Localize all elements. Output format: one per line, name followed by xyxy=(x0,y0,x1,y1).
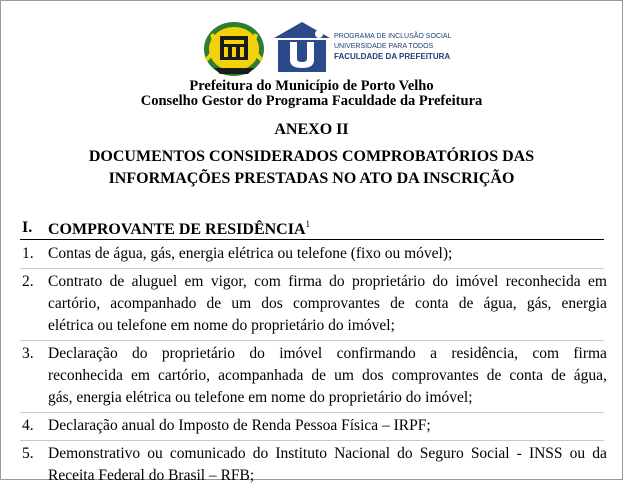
word: Contrato xyxy=(48,273,103,290)
list-item-line: Declaração anual do Imposto de Renda Pessoa Física – IRPF; xyxy=(48,417,431,434)
university-text xyxy=(334,32,454,62)
university-logo xyxy=(272,20,332,74)
word: do xyxy=(432,273,448,290)
word: água, xyxy=(573,367,607,384)
word: dos xyxy=(261,295,283,312)
word: de xyxy=(486,367,502,384)
word: de xyxy=(390,295,405,312)
word: de xyxy=(109,273,125,290)
word: acompanhado xyxy=(110,295,197,312)
section-title xyxy=(48,219,310,239)
word: do xyxy=(132,345,148,362)
section-title-text: COMPROVANTE DE RESIDÊNCIA xyxy=(48,221,306,238)
list-item-number: 4. xyxy=(22,417,34,434)
list-item-line xyxy=(48,365,607,387)
footnote-mark: 1 xyxy=(305,219,311,229)
word: comprovantes xyxy=(391,367,479,384)
annex-title: ANEXO II xyxy=(274,121,349,138)
word: água, xyxy=(483,295,517,312)
word: conta xyxy=(509,367,543,384)
word: reconhecida xyxy=(48,367,123,384)
word: imóvel xyxy=(455,273,499,290)
word: proprietário xyxy=(161,345,236,362)
word: gás, xyxy=(526,295,552,312)
word: em xyxy=(587,273,607,290)
header-line: Prefeitura do Município de Porto Velho xyxy=(189,78,434,94)
word: Social xyxy=(470,445,510,462)
document-title-line: DOCUMENTOS CONSIDERADOS COMPROBATÓRIOS DAS xyxy=(88,148,535,165)
list-item-line xyxy=(48,443,607,465)
word: comunicado xyxy=(169,445,246,462)
word: do xyxy=(249,345,265,362)
word: de xyxy=(458,295,474,312)
list-item-number: 2. xyxy=(22,273,34,290)
word: Seguro xyxy=(419,445,464,462)
word: reconhecida xyxy=(505,273,581,290)
divider xyxy=(20,412,604,413)
list-item-line: Contas de água, gás, energia elétrica ou telefone (fixo ou móvel); xyxy=(48,245,453,262)
list-item-line xyxy=(48,271,607,293)
word: cartório, xyxy=(157,367,211,384)
list-item-number: 5. xyxy=(22,445,34,462)
word: aluguel xyxy=(131,273,178,290)
list-item-line xyxy=(48,293,607,315)
document-title-line: INFORMAÇÕES PRESTADAS NO ATO DA INSCRIÇÃO xyxy=(108,170,515,187)
university-line: FACULDADE DA PREFEITURA xyxy=(334,52,451,61)
word: com xyxy=(532,345,560,362)
list-item-number: 3. xyxy=(22,345,34,362)
word: INSS xyxy=(528,445,563,462)
word: ou xyxy=(147,445,163,462)
word: um xyxy=(334,367,354,384)
word: acompanhada xyxy=(218,367,304,384)
word: de xyxy=(206,295,222,312)
list-item-line xyxy=(48,343,607,365)
word: de xyxy=(551,367,566,384)
word: de xyxy=(311,367,327,384)
word: com xyxy=(254,273,281,290)
word: em xyxy=(184,273,204,290)
word: comprovantes xyxy=(293,295,380,312)
list-item-number: 1. xyxy=(22,245,34,262)
municipal-seal-logo xyxy=(198,20,270,78)
university-line: UNIVERSIDADE PARA TODOS xyxy=(334,43,434,50)
university-line: PROGRAMA DE INCLUSÃO SOCIAL xyxy=(334,33,452,40)
divider xyxy=(20,440,604,441)
word: do xyxy=(397,445,413,462)
list-item-line: gás, energia elétrica ou telefone em nome do proprietário do imóvel; xyxy=(48,389,473,406)
word: em xyxy=(130,367,150,384)
word: Nacional xyxy=(334,445,391,462)
word: um xyxy=(231,295,252,312)
word: energia xyxy=(561,295,607,312)
word: da xyxy=(592,445,607,462)
word: vigor, xyxy=(210,273,247,290)
word: conta xyxy=(414,295,449,312)
divider xyxy=(20,268,604,269)
word: Instituto xyxy=(275,445,327,462)
word: do xyxy=(252,445,269,462)
word: firma xyxy=(288,273,322,290)
list-item-line: elétrica ou telefone em nome do proprietário do imóvel; xyxy=(48,317,395,334)
divider xyxy=(20,340,604,341)
word: Declaração xyxy=(48,345,118,362)
word: imóvel xyxy=(279,345,323,362)
word: dos xyxy=(362,367,384,384)
section-number: I. xyxy=(22,219,33,236)
logo-header xyxy=(0,18,623,78)
word: residência, xyxy=(451,345,519,362)
word: confirmando xyxy=(336,345,416,362)
word: do xyxy=(329,273,345,290)
word: firma xyxy=(573,345,607,362)
word: proprietário xyxy=(351,273,426,290)
word: cartório, xyxy=(48,295,101,312)
word: ou xyxy=(569,445,586,462)
list-item-line: Receita Federal do Brasil – RFB; xyxy=(48,467,255,484)
word: Demonstrativo xyxy=(48,445,141,462)
word: a xyxy=(430,345,437,362)
header-line: Conselho Gestor do Programa Faculdade da Prefeitura xyxy=(140,93,483,109)
word: - xyxy=(516,445,522,462)
section-rule xyxy=(20,239,604,240)
